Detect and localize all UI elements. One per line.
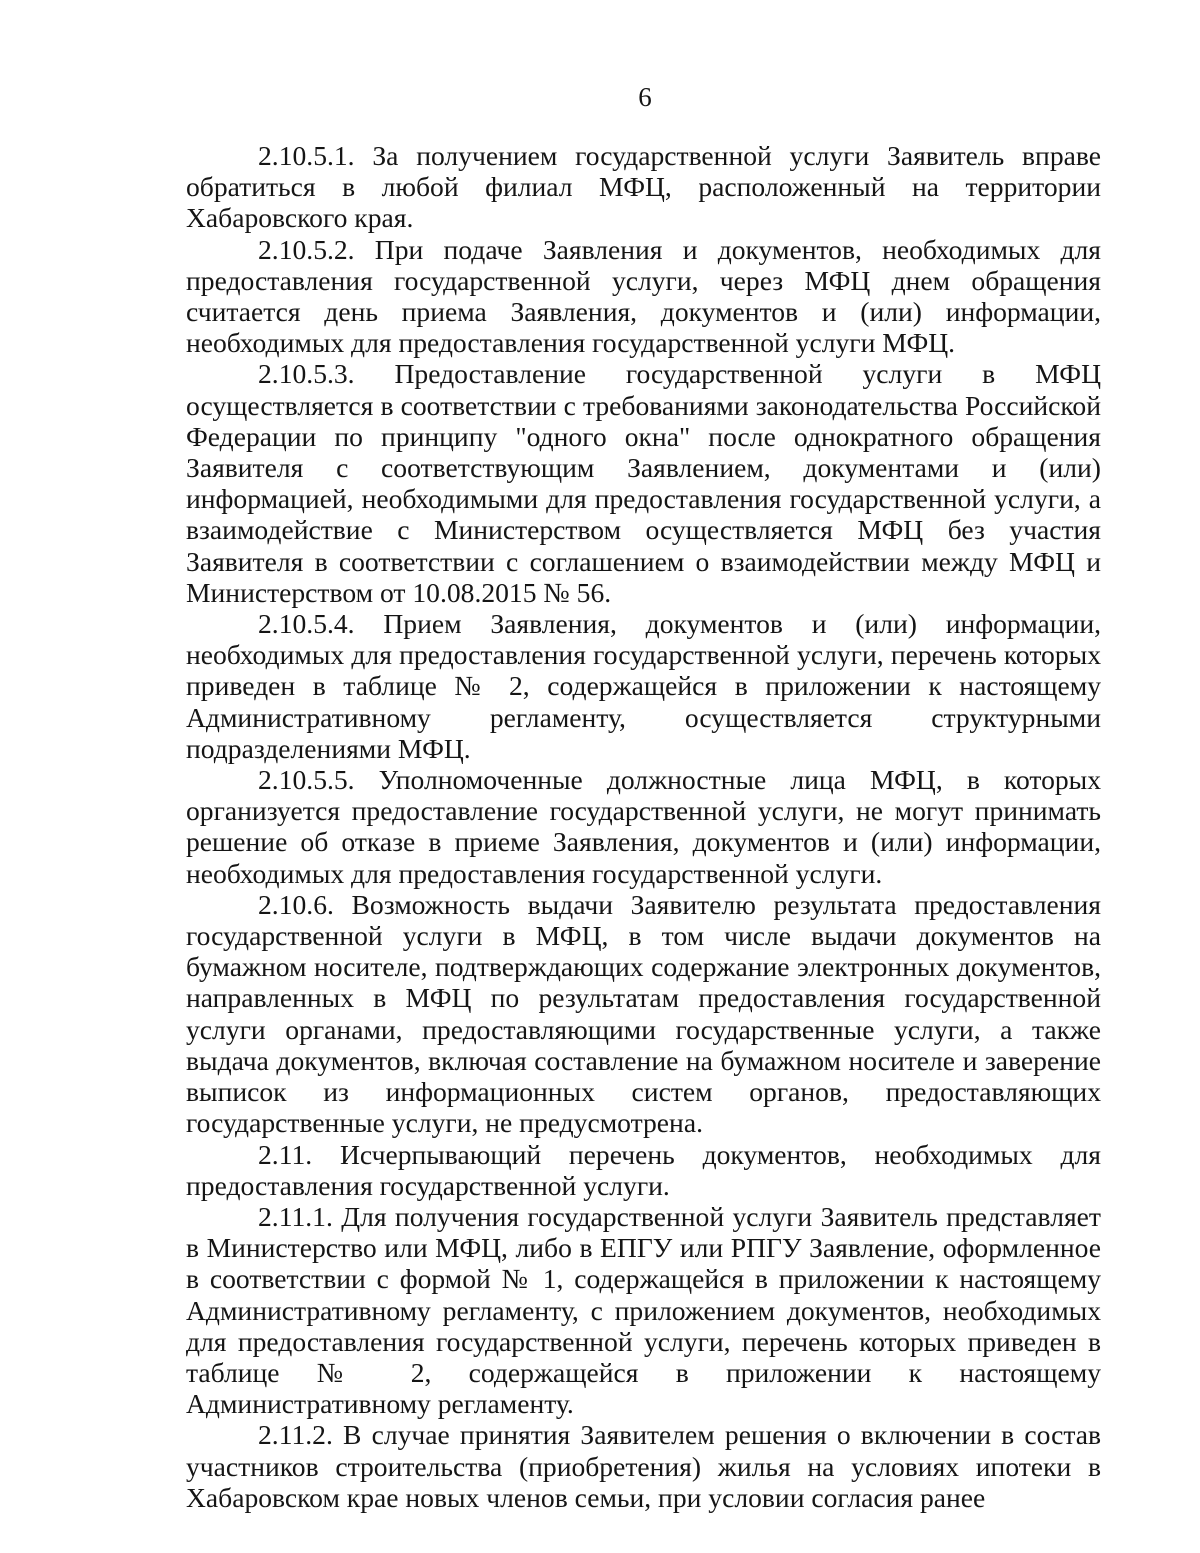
paragraph-2-10-5-4: 2.10.5.4. Прием Заявления, документов и (или) информации, необходимых для предоставления государственной услуги, перечень которых приведен в таблице № 2, содержащейся в приложении к настоящему Административному регламенту, осуществляется структурными подразделениями МФЦ. (186, 608, 1101, 764)
paragraph-2-11-2: 2.11.2. В случае принятия Заявителем решения о включении в состав участников строительства (приобретения) жилья на условиях ипотеки в Хабаровском крае новых членов семьи, при условии согласия ранее (186, 1419, 1101, 1513)
document-body (186, 140, 1101, 1513)
paragraph-2-11: 2.11. Исчерпывающий перечень документов, необходимых для предоставления государственной услуги. (186, 1138, 1101, 1201)
paragraph-2-10-5-3: 2.10.5.3. Предоставление государственной услуги в МФЦ осуществляется в соответствии с требованиями законодательства Российской Федерации по принципу "одного окна" после однократного обращения Заявителя с соответствующим Заявлением, документами и (или) информацией, необходимыми для предоставления государственной услуги, а взаимодействие с Министерством осуществляется МФЦ без участия Заявителя в соответствии с соглашением о взаимодействии между МФЦ и Министерством от 10.08.2015 № 56. (186, 358, 1101, 608)
paragraph-2-10-5-2: 2.10.5.2. При подаче Заявления и документов, необходимых для предоставления государственной услуги, через МФЦ днем обращения считается день приема Заявления, документов и (или) информации, необходимых для предоставления государственной услуги МФЦ. (186, 233, 1101, 359)
paragraph-2-11-1: 2.11.1. Для получения государственной услуги Заявитель представляет в Министерство или МФЦ, либо в ЕПГУ или РПГУ Заявление, оформленное в соответствии с формой № 1, содержащейся в приложении к настоящему Административному регламенту, с приложением документов, необходимых для предоставления государственной услуги, перечень которых приведен в таблице № 2, содержащейся в приложении к настоящему Административному регламенту. (186, 1200, 1101, 1420)
page-number: 6 (638, 82, 652, 112)
paragraph-2-10-5-1: 2.10.5.1. За получением государственной услуги Заявитель вправе обратиться в любой филиал МФЦ, расположенный на территории Хабаровского края. (186, 140, 1101, 234)
paragraph-2-10-5-5: 2.10.5.5. Уполномоченные должностные лица МФЦ, в которых организуется предоставление государственной услуги, не могут принимать решение об отказе в приеме Заявления, документов и (или) информации, необходимых для предоставления государственной услуги. (186, 764, 1101, 889)
paragraph-2-10-6: 2.10.6. Возможность выдачи Заявителю результата предоставления государственной услуги в МФЦ, в том числе выдачи документов на бумажном носителе, подтверждающих содержание электронных документов, направленных в МФЦ по результатам предоставления государственной услуги органами, предоставляющими государственные услуги, а также выдача документов, включая составление на бумажном носителе и заверение выписок из информационных систем органов, предоставляющих государственные услуги, не предусмотрена. (186, 888, 1101, 1139)
